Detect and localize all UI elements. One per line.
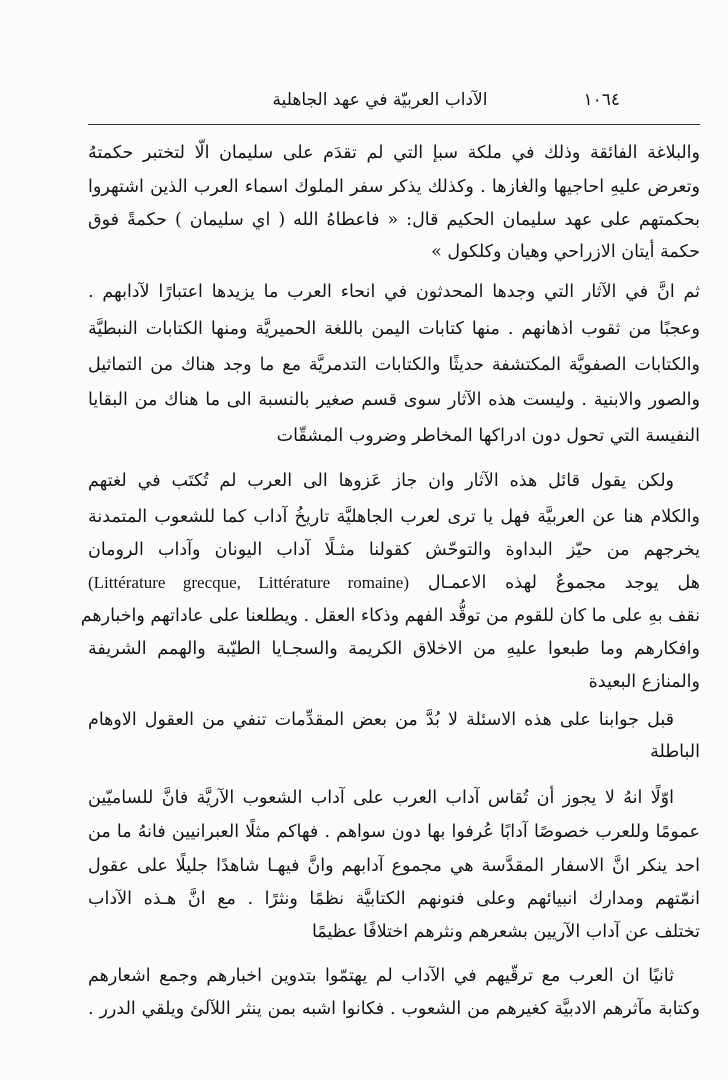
text-line: والصور والابنية . وليست هذه الآثار سوى قسم صغير بالنسبة الى ما هناك من البقايا [88,390,700,410]
page-number: ١٠٦٤ [583,90,620,110]
text-line: ولكن يقول قائل هذه الآثار وان جاز عَزوها الى العرب لم تُكتَب في لغتهم [88,471,674,491]
header-rule [88,124,700,125]
text-line [88,571,700,595]
text-line: والكلام هنا عن العربيَّة فهل يا ترى لعرب الجاهليَّة تاريخُ آداب كما للشعوب المتمدنة [88,507,700,527]
text-line: الباطلة [650,742,700,762]
text-line: تختلف عن آداب الآريين بشعرهم ونثرهم اختلافًا عظيمًا [311,922,700,942]
text-line: النفيسة التي تحول دون ادراكها المخاطر وضروب المشقّات [276,426,700,446]
text-line: ثم انَّ في الآثار التي وجدها المحدثون في انحاء العرب ما يزيدها اعتبارًا لآدابهم . [88,282,700,302]
text-line: نقف بهِ على ما كان للقوم من توقُّد الفهم وذكاء العقل . ويطلعنا على عاداتهم واخبارهم [80,606,700,626]
text-line: اوّلًا انهُ لا يجوز أن تُقاس آداب العرب على آداب الشعوب الآريَّة فانَّ للساميّين [88,788,674,808]
text-line: والمنازع البعيدة [588,672,700,692]
text-line: قبل جوابنا على هذه الاسئلة لا بُدَّ من بعض المقدِّمات تنفي من العقول الاوهام [88,710,674,730]
text-line: بحكمتهم على عهد سليمان الحكيم قال: « فاعطاهُ الله ( اي سليمان ) حكمةً فوق [88,210,700,230]
text-line-arabic: هل يوجد مجموعٌ لهذه الاعمـال [427,573,700,593]
latin-citation: (Littérature grecque, Littérature romaine) [88,573,409,592]
text-line: والبلاغة الفائقة وذلك في ملكة سبإ التي لم تقدَم على سليمان الّا لتختبر حكمتهُ [88,143,700,163]
text-line: وعجبًا من ثقوب اذهانهم . منها كتابات اليمن باللغة الحميريَّة ومنها الكتابات النبطيَّة [88,319,700,339]
text-line: انمّتهم ومدارك انبيائهم وعلى فنونهم الكتابيَّة نظمًا ونثرًا . مع انَّ هـذه الآداب [88,889,700,909]
running-title: الآداب العربيّة في عهد الجاهلية [272,90,488,110]
text-line: وافكارهم وما طبعوا عليهِ من الاخلاق الكريمة والسجـايا الطيّبة والهمم الشريفة [88,639,700,659]
text-line: وتعرض عليهِ احاجيها والغازها . وكذلك يذكر سفر الملوك اسماء العرب الذين اشتهروا [88,177,700,197]
text-line: احد ينكر انَّ الاسفار المقدَّسة هي مجموع آدابهم وانَّ فيهـا شاهدًا جليلًا على عقول [88,856,700,876]
text-line: يخرجهم من حيّز البداوة والتوحّش كقولنا مثـلًا آداب اليونان وآداب الرومان [88,540,700,560]
text-line: حكمة أيتان الازراحي وهيان وكلكول » [431,242,700,262]
text-line: ثانيًا ان العرب مع ترقّيهم في الآداب لم يهتمّوا بتدوين اخبارهم وجمع اشعارهم [88,966,674,986]
text-line: والكتابات الصفويَّة المكتشفة حديثًا والكتابات التدمريَّة مع ما وجد هناك من التماثيل [88,355,700,375]
text-line: وكتابة مآثرهم الادبيَّة كغيرهم من الشعوب . فكانوا اشبه بمن ينثر اللآلئ ويلقي الدرر . [88,999,700,1019]
text-line: عمومًا وللعرب خصوصًا آدابًا عُرفوا بها دون سواهم . فهاكم مثلًا العبرانيين فانهُ ما من [88,822,700,842]
